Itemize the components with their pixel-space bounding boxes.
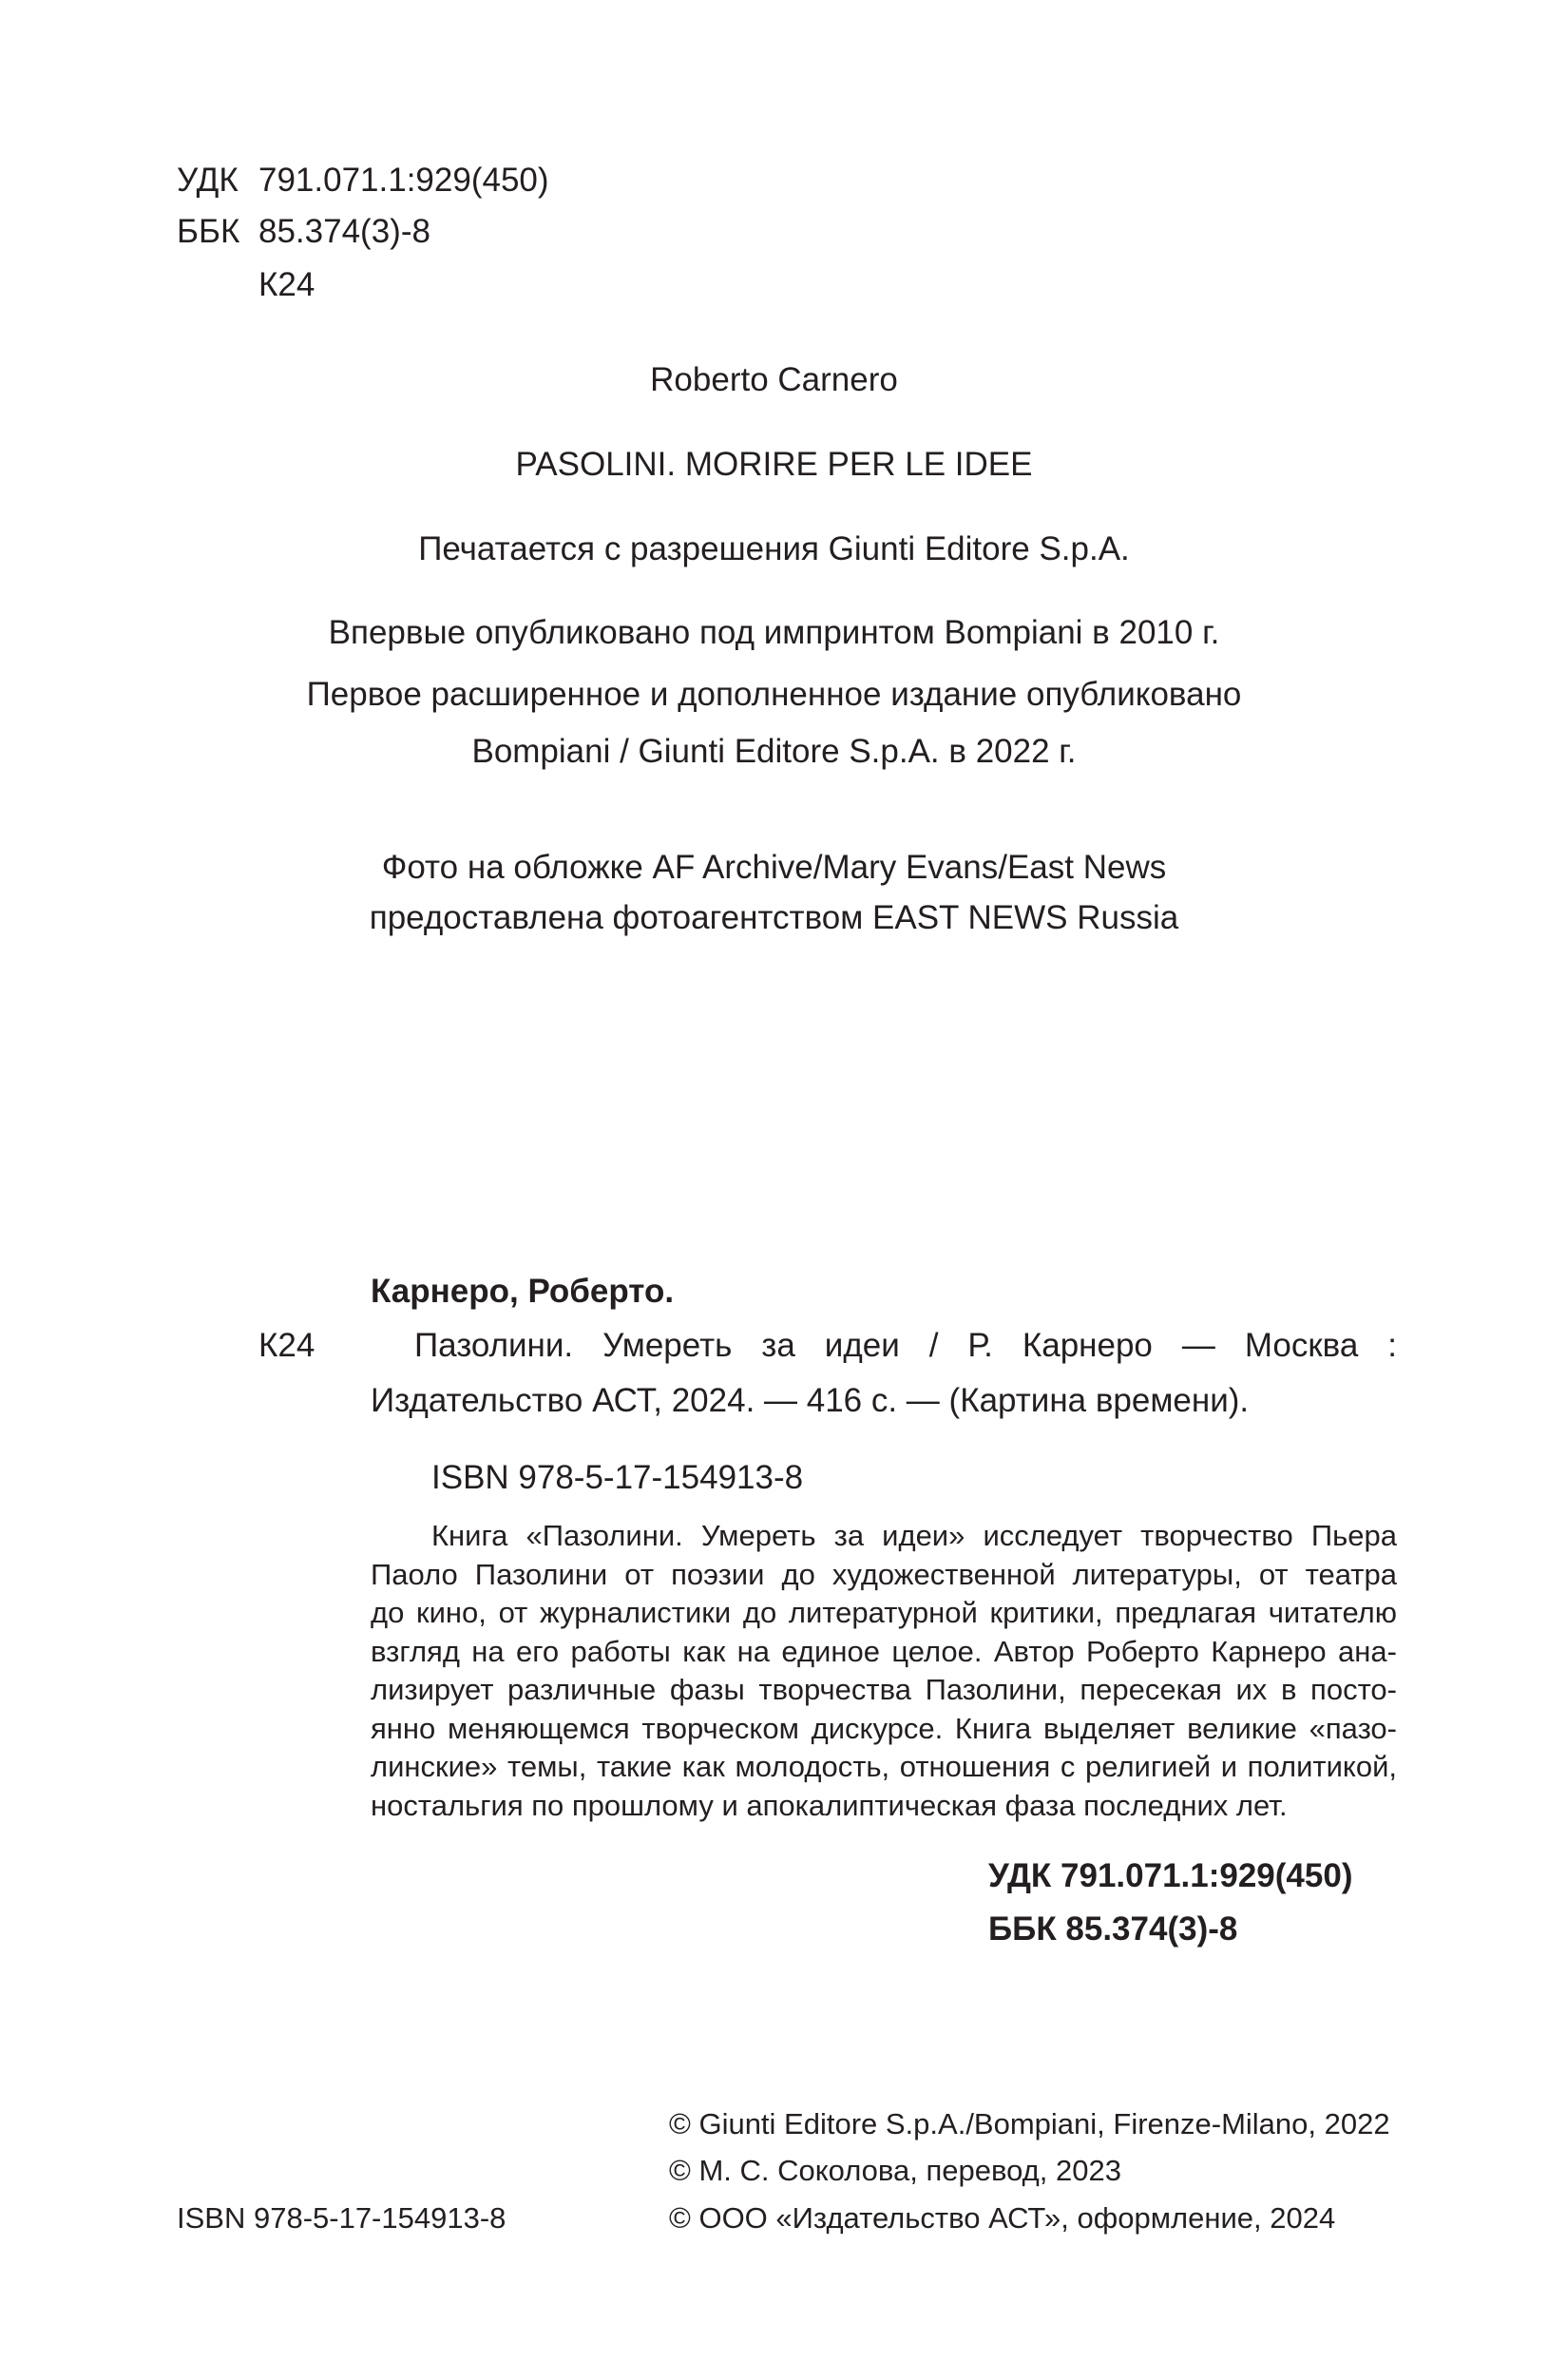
annotation-line: до кино, от журналистики до литературной критики, предлагая читателю (371, 1596, 1397, 1629)
bbk-label: ББК (177, 213, 240, 250)
card-author-mark: К24 (258, 1327, 315, 1364)
photo-credit-2: предоставлена фотоагентством EAST NEWS Russia (369, 899, 1179, 936)
copyright-design: © ООО «Издательство АСТ», оформление, 2024 (669, 2201, 1336, 2235)
expanded-edition-note-1: Первое расширенное и дополненное издание опубликовано (306, 676, 1242, 713)
card-annotation (371, 1517, 1397, 1825)
bbk-value: 85.374(3)-8 (258, 213, 430, 250)
annotation-line: ностальгия по прошлому и апокалиптическая фаза последних лет. (371, 1788, 1288, 1822)
annotation-line: линские» темы, такие как молодость, отношения с религией и политикой, (371, 1750, 1397, 1783)
first-published-note: Впервые опубликовано под импринтом Bompiani в 2010 г. (328, 614, 1220, 651)
footer-isbn: ISBN 978-5-17-154913-8 (177, 2201, 506, 2235)
card-bib-line-1: Пазолини. Умереть за идеи / Р. Карнеро — Москва : (414, 1327, 1397, 1364)
card-udk: УДК 791.071.1:929(450) (988, 1857, 1353, 1894)
copyright-translation: © М. С. Соколова, перевод, 2023 (669, 2154, 1121, 2187)
copyright-publisher: © Giunti Editore S.p.A./Bompiani, Firenze-Milano, 2022 (669, 2107, 1390, 2140)
card-author-heading: Карнеро, Роберто. (371, 1273, 675, 1310)
card-bbk: ББК 85.374(3)-8 (988, 1910, 1238, 1948)
expanded-edition-note-2: Bompiani / Giunti Editore S.p.A. в 2022 г. (471, 733, 1077, 770)
original-title: PASOLINI. MORIRE PER LE IDEE (515, 446, 1033, 483)
annotation-line: Книга «Пазолини. Умереть за идеи» исследует творчество Пьера (431, 1519, 1397, 1552)
annotation-line: взгляд на его работы как на единое целое. Автор Роберто Карнеро ана- (371, 1634, 1397, 1668)
annotation-line: лизирует различные фазы творчества Пазолини, пересекая их в посто- (371, 1673, 1397, 1706)
photo-credit-1: Фото на обложке AF Archive/Mary Evans/East News (381, 849, 1167, 886)
original-author: Roberto Carnero (650, 361, 898, 398)
card-isbn: ISBN 978-5-17-154913-8 (431, 1459, 804, 1496)
udk-value: 791.071.1:929(450) (258, 162, 549, 199)
annotation-line: Паоло Пазолини от поэзии до художественной литературы, от театра (371, 1557, 1397, 1591)
annotation-line: янно меняющемся творческом дискурсе. Книга выделяет великие «пазо- (371, 1711, 1397, 1745)
permission-note: Печатается с разрешения Giunti Editore S.p.A. (418, 530, 1130, 567)
udk-label: УДК (177, 162, 239, 199)
author-mark: К24 (258, 266, 315, 303)
card-bib-line-2: Издательство АСТ, 2024. — 416 с. — (Картина времени). (371, 1382, 1250, 1419)
